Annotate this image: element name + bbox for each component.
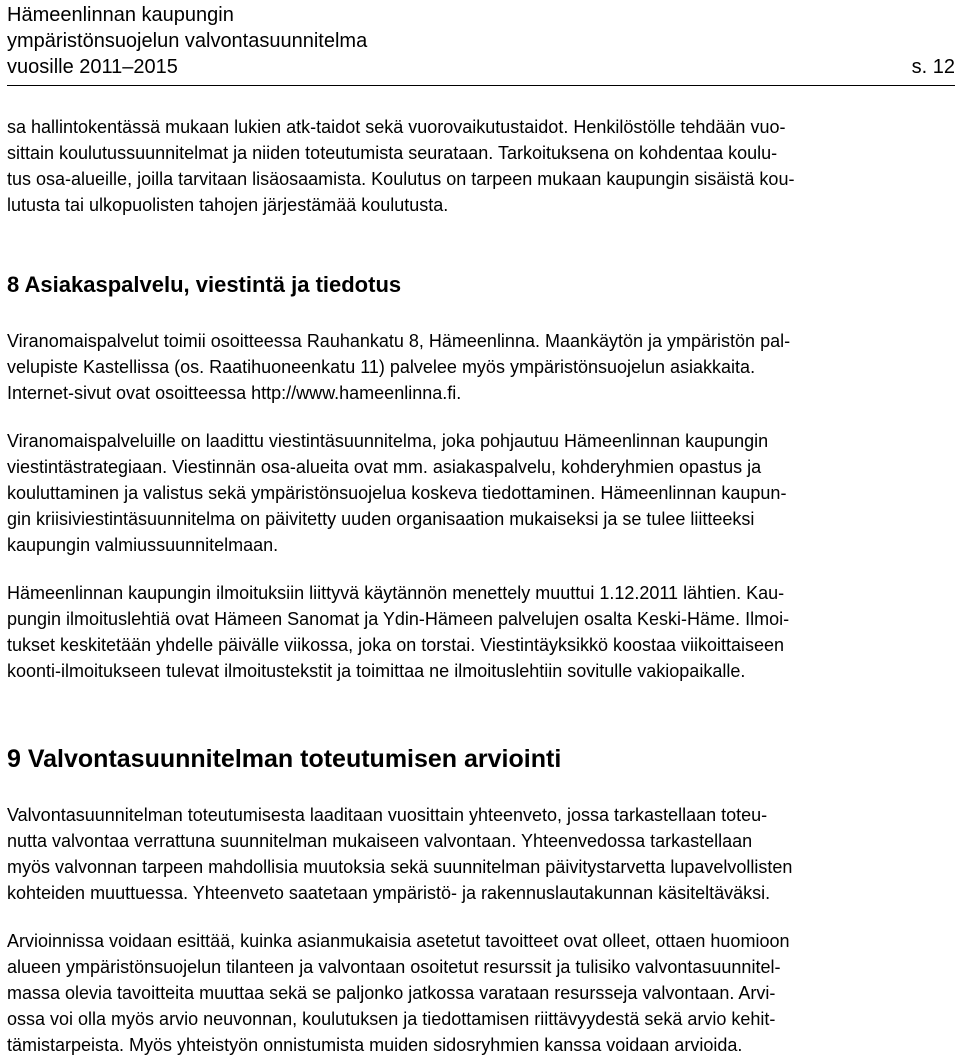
section-heading-9: 9 Valvontasuunnitelman toteutumisen arviointi [7, 745, 562, 773]
header-title-line2: ympäristönsuojelun valvontasuunnitelma [7, 30, 368, 52]
paragraph-evaluation: Arvioinnissa voidaan esittää, kuinka asianmukaisia asetetut tavoitteet ovat olleet, ottaen huomioon alueen ympäristönsuojelun tilanteen ja valvontaan osoitetut resurssit ja tulisiko valvontasuunnitel- massa olevia tavoitteita muuttaa sekä se paljonko jatkossa varataan resursseja valvontaan. Arvi- ossa voi olla myös arvio neuvonnan, koulutuksen ja tiedottamisen riittävyydestä sekä arvio kehit- tämistarpeista. Myös yhteistyön onnistumista muiden sidosryhmien kanssa voidaan arvioida. [7, 931, 790, 1055]
header-divider [7, 85, 955, 86]
header-title-line3: vuosille 2011–2015 [7, 56, 178, 78]
header-title-line1: Hämeenlinnan kaupungin [7, 4, 234, 26]
paragraph-services: Viranomaispalvelut toimii osoitteessa Rauhankatu 8, Hämeenlinna. Maankäytön ja ympäristön pal- velupiste Kastellissa (os. Raatihuoneenkatu 11) palvelee myös ympäristönsuojelun asiakkaita. Internet-sivut ovat osoitteessa http://www.hameenlinna.fi. [7, 331, 791, 403]
page-header [7, 0, 955, 80]
paragraph-communication-plan: Viranomaispalveluille on laadittu viestintäsuunnitelma, joka pohjautuu Hämeenlinnan kaupungin viestintästrategiaan. Viestinnän osa-alueita ovat mm. asiakaspalvelu, kohderyhmien opastus ja kouluttaminen ja valistus sekä ympäristönsuojelua koskeva tiedottaminen. Hämeenlinnan kaupun- gin kriisiviestintäsuunnitelma on päivitetty uuden organisaation mukaiseksi ja se tulee liitteeksi kaupungin valmiussuunnitelmaan. [7, 431, 787, 555]
paragraph-summary: Valvontasuunnitelman toteutumisesta laaditaan vuosittain yhteenveto, jossa tarkastellaan toteu- nutta valvontaa verrattuna suunnitelman mukaiseen valvontaan. Yhteenvedossa tarkastellaan myös valvonnan tarpeen mahdollisia muutoksia sekä suunnitelman päivitystarvetta lupavelvollisten kohteiden muuttuessa. Yhteenveto saatetaan ympäristö- ja rakennuslautakunnan käsiteltäväksi. [7, 805, 793, 903]
paragraph-training: sa hallintokentässä mukaan lukien atk-taidot sekä vuorovaikutustaidot. Henkilöstölle tehdään vuo- sittain koulutussuunnitelmat ja niiden toteutumista seurataan. Tarkoituksena on kohdentaa koulu- tus osa-alueille, joilla tarvitaan lisäosaamista. Koulutus on tarpeen mukaan kaupungin sisäistä kou- lutusta tai ulkopuolisten tahojen järjestämää koulutusta. [7, 117, 795, 215]
paragraph-announcements: Hämeenlinnan kaupungin ilmoituksiin liittyvä käytännön menettely muuttui 1.12.2011 lähtien. Kau- pungin ilmoituslehtiä ovat Hämeen Sanomat ja Ydin-Hämeen palvelujen osalta Keski-Häme. Ilmoi- tukset keskitetään yhdelle päivälle viikossa, joka on torstai. Viestintäyksikkö koostaa viikoittaiseen koonti-ilmoitukseen tulevat ilmoitustekstit ja toimittaa ne ilmoituslehtiin sovitulle vakiopaikalle. [7, 583, 790, 681]
document-page [7, 0, 955, 1058]
page-number: s. 12 [911, 56, 955, 78]
section-heading-8: 8 Asiakaspalvelu, viestintä ja tiedotus [7, 272, 402, 297]
